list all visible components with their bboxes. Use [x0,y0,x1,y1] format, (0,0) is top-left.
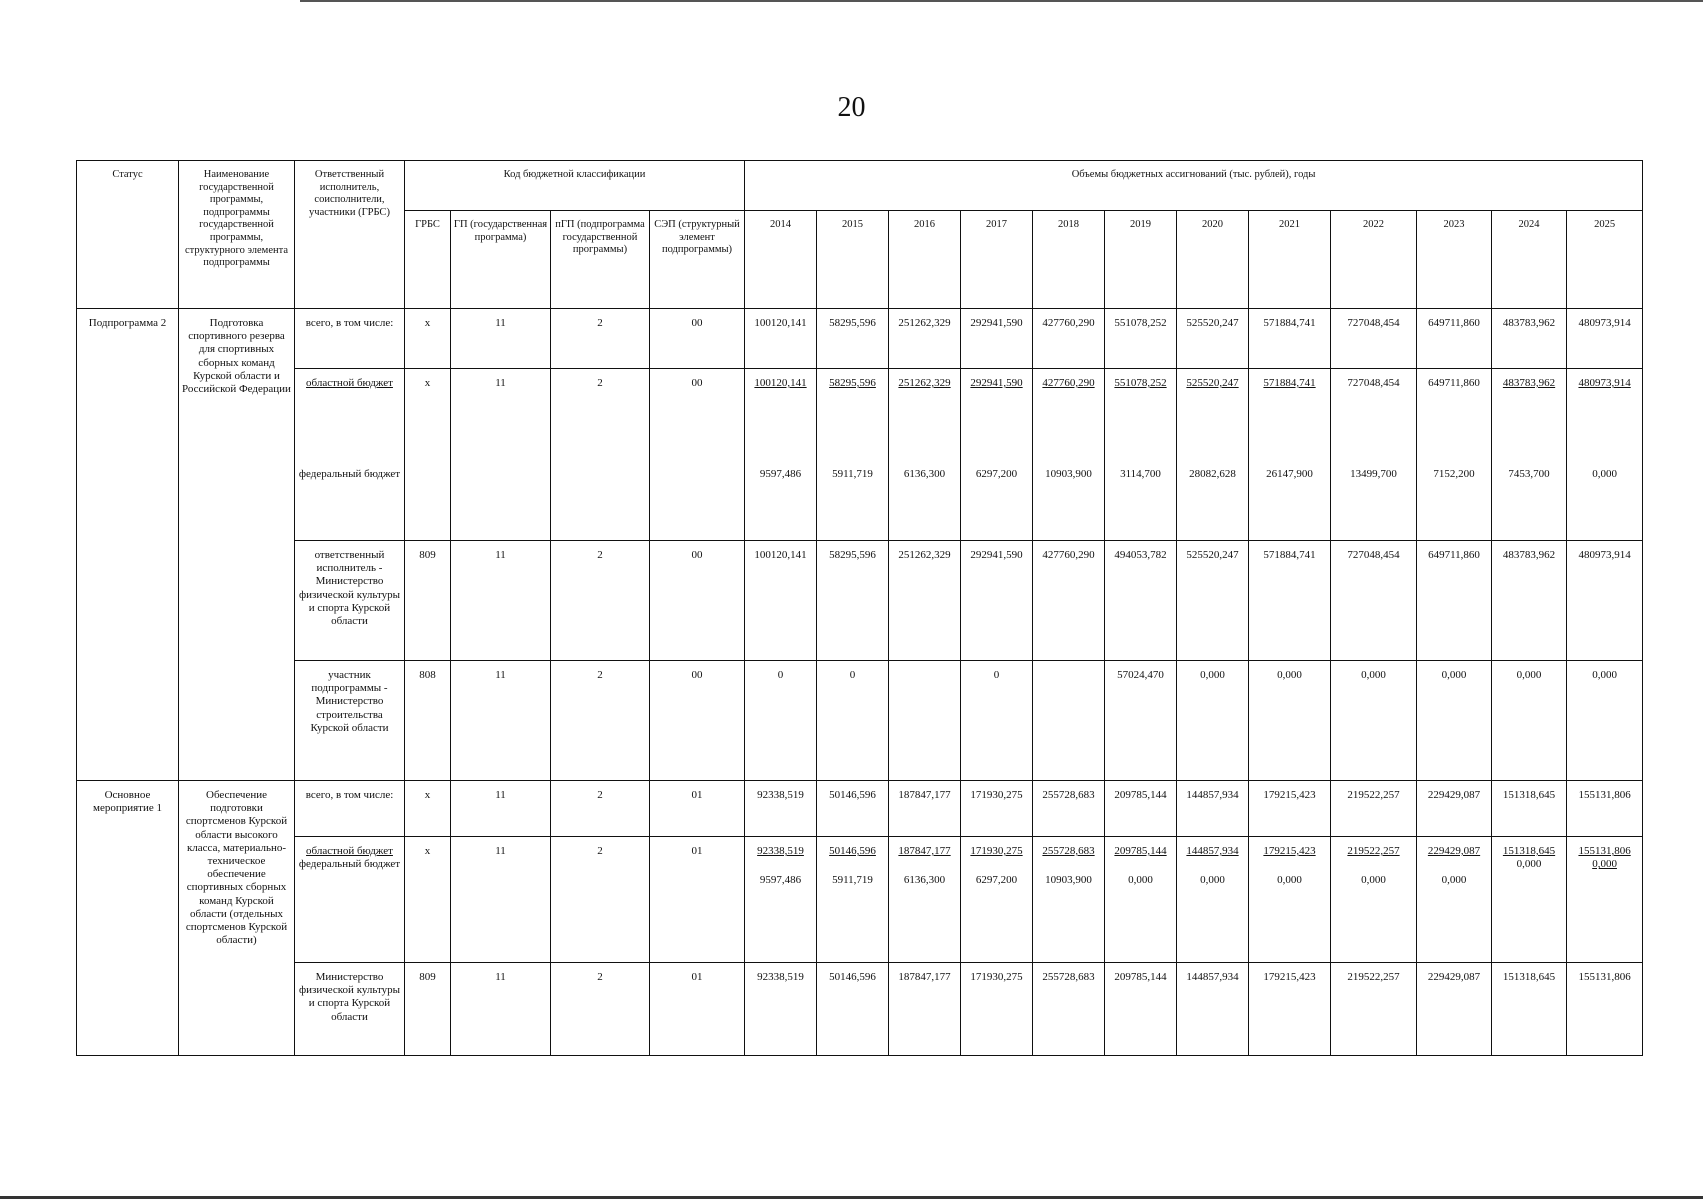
header-code-group: Код бюджетной классификации [405,161,745,211]
federal-value: 0,000 [1516,858,1542,871]
value-cell: 155131,806 [1567,781,1643,837]
value-cell [1567,369,1643,541]
regional-value: 292941,590 [970,377,1023,389]
value-cell: 0,000 [1177,661,1249,781]
value-cell [817,837,889,963]
value-cell: 144857,934 [1177,963,1249,1056]
federal-value: 6297,200 [975,468,1018,481]
regional-value: 480973,914 [1578,377,1631,389]
value-cell: 0,000 [1249,661,1331,781]
table-row [77,963,1643,1056]
row-pgp: 2 [551,309,650,369]
header-year: 2014 [745,211,817,309]
value-cell: 480973,914 [1567,309,1643,369]
header-name: Наименование государственной программы, подпрограммы государственной программы, структурного элемента подпрограммы [179,161,295,309]
row-sep: 00 [650,369,745,541]
row-sep: 00 [650,661,745,781]
table-row [77,781,1643,837]
value-cell [1567,837,1643,963]
federal-value: 13499,700 [1350,468,1397,481]
row-grbs: 809 [405,963,451,1056]
value-cell: 255728,683 [1033,963,1105,1056]
value-cell [1105,837,1177,963]
table-row [77,369,1643,541]
value-cell: 92338,519 [745,781,817,837]
row-responsible: участник подпрограммы - Министерство строительства Курской области [295,661,405,781]
section-status: Основное мероприятие 1 [77,781,179,1056]
regional-value: 151318,645 [1502,845,1556,857]
header-year: 2021 [1249,211,1331,309]
regional-budget-label: областной бюджет [306,845,393,857]
federal-value: 0,000 [1361,874,1386,887]
header-sep: СЭП (структурный элемент подпрограммы) [650,211,745,309]
regional-value: 483783,962 [1502,377,1556,389]
row-sep: 00 [650,541,745,661]
table-row [77,661,1643,781]
value-cell: 494053,782 [1105,541,1177,661]
value-cell: 251262,329 [889,541,961,661]
section-main-activity-1 [77,781,1643,1056]
row-responsible [295,837,405,963]
federal-value: 0,000 [1277,874,1302,887]
section-subprogram-2 [77,309,1643,781]
regional-value: 155131,806 [1578,845,1631,857]
value-cell: 151318,645 [1492,781,1567,837]
value-cell: 649711,860 [1417,541,1492,661]
value-cell: 727048,454 [1331,309,1417,369]
value-cell: 58295,596 [817,309,889,369]
regional-value: 92338,519 [757,845,804,857]
federal-budget-label: федеральный бюджет [298,468,401,481]
value-cell: 480973,914 [1567,541,1643,661]
row-gp: 11 [451,963,551,1056]
regional-value: 219522,257 [1347,845,1400,857]
value-cell [1033,837,1105,963]
value-cell: 0 [961,661,1033,781]
header-year: 2018 [1033,211,1105,309]
value-cell: 171930,275 [961,963,1033,1056]
header-year: 2020 [1177,211,1249,309]
row-responsible: Министерство физической культуры и спорта Курской области [295,963,405,1056]
value-cell: 179215,423 [1249,963,1331,1056]
value-cell: 100120,141 [745,541,817,661]
value-cell: 219522,257 [1331,963,1417,1056]
header-year: 2019 [1105,211,1177,309]
value-cell: 58295,596 [817,541,889,661]
row-pgp: 2 [551,541,650,661]
value-cell: 92338,519 [745,963,817,1056]
value-cell: 187847,177 [889,781,961,837]
value-cell: 219522,257 [1331,781,1417,837]
regional-value: 427760,290 [1042,377,1095,389]
regional-value: 50146,596 [829,845,876,857]
row-pgp: 2 [551,837,650,963]
regional-value: 551078,252 [1114,377,1167,389]
value-cell [1417,837,1492,963]
value-cell: 525520,247 [1177,541,1249,661]
value-cell: 525520,247 [1177,309,1249,369]
table-row [77,837,1643,963]
federal-value: 3114,700 [1120,468,1161,481]
row-responsible: всего, в том числе: [295,781,405,837]
value-cell: 100120,141 [745,309,817,369]
row-sep: 01 [650,837,745,963]
value-cell [745,369,817,541]
top-edge-line [300,0,1703,2]
header-pgp: пГП (подпрограмма государственной программы) [551,211,650,309]
regional-value: 179215,423 [1263,845,1316,857]
value-cell: 0,000 [1417,661,1492,781]
row-sep: 01 [650,963,745,1056]
row-pgp: 2 [551,661,650,781]
value-cell: 483783,962 [1492,309,1567,369]
header-year: 2022 [1331,211,1417,309]
federal-value: 7453,700 [1508,468,1550,481]
value-cell [889,369,961,541]
row-grbs: x [405,781,451,837]
value-cell [1331,837,1417,963]
federal-value: 10903,900 [1045,874,1092,887]
value-cell: 427760,290 [1033,541,1105,661]
regional-value: 571884,741 [1263,377,1316,389]
row-gp: 11 [451,541,551,661]
header-year: 2025 [1567,211,1643,309]
value-cell [1492,837,1567,963]
row-gp: 11 [451,661,551,781]
value-cell: 292941,590 [961,541,1033,661]
row-grbs: x [405,309,451,369]
federal-value: 7152,200 [1433,468,1475,481]
value-cell: 427760,290 [1033,309,1105,369]
federal-value: 9597,486 [759,468,802,481]
federal-value: 9597,486 [759,874,802,887]
value-cell: 649711,860 [1417,309,1492,369]
value-cell [1331,369,1417,541]
value-cell [1417,369,1492,541]
value-cell: 727048,454 [1331,541,1417,661]
value-cell [1033,661,1105,781]
value-cell [961,369,1033,541]
header-gp: ГП (государственная программа) [451,211,551,309]
value-cell: 229429,087 [1417,781,1492,837]
regional-value: 209785,144 [1114,845,1167,857]
value-cell [1177,369,1249,541]
row-grbs: 809 [405,541,451,661]
regional-value: 229429,087 [1427,845,1481,857]
value-cell: 0 [817,661,889,781]
value-cell: 0,000 [1567,661,1643,781]
value-cell [1177,837,1249,963]
row-sep: 01 [650,781,745,837]
section-name: Подготовка спортивного резерва для спортивных сборных команд Курской области и Российской Федерации [179,309,295,781]
federal-value: 6297,200 [975,874,1018,887]
federal-value: 5911,719 [832,468,873,481]
row-pgp: 2 [551,781,650,837]
budget-table [76,160,1643,1056]
header-year: 2016 [889,211,961,309]
regional-value: 144857,934 [1186,845,1239,857]
row-gp: 11 [451,309,551,369]
federal-value: 26147,900 [1266,468,1313,481]
federal-value: 0,000 [1441,874,1467,887]
value-cell: 251262,329 [889,309,961,369]
value-cell: 155131,806 [1567,963,1643,1056]
row-responsible [295,369,405,541]
regional-value: 727048,454 [1347,377,1400,389]
row-sep: 00 [650,309,745,369]
value-cell: 292941,590 [961,309,1033,369]
value-cell: 229429,087 [1417,963,1492,1056]
value-cell: 551078,252 [1105,309,1177,369]
header-year: 2024 [1492,211,1567,309]
federal-value: 10903,900 [1045,468,1092,481]
row-gp: 11 [451,837,551,963]
value-cell: 57024,470 [1105,661,1177,781]
value-cell [1249,369,1331,541]
row-responsible: всего, в том числе: [295,309,405,369]
row-gp: 11 [451,781,551,837]
federal-value: 0,000 [1592,858,1617,871]
header-status: Статус [77,161,179,309]
value-cell: 171930,275 [961,781,1033,837]
federal-value: 0,000 [1200,874,1225,887]
federal-value: 0,000 [1592,468,1617,481]
bottom-edge-line [0,1196,1703,1199]
value-cell: 0,000 [1492,661,1567,781]
row-pgp: 2 [551,369,650,541]
row-grbs: 808 [405,661,451,781]
regional-budget-label: областной бюджет [306,377,393,389]
value-cell: 571884,741 [1249,541,1331,661]
regional-value: 649711,860 [1428,377,1480,389]
value-cell: 50146,596 [817,963,889,1056]
page-number: 20 [837,92,866,123]
federal-value: 0,000 [1128,874,1153,887]
value-cell [889,661,961,781]
value-cell [1492,369,1567,541]
value-cell: 571884,741 [1249,309,1331,369]
federal-value: 28082,628 [1189,468,1236,481]
row-grbs: x [405,837,451,963]
value-cell: 151318,645 [1492,963,1567,1056]
value-cell: 144857,934 [1177,781,1249,837]
table-row [77,541,1643,661]
value-cell: 0,000 [1331,661,1417,781]
regional-value: 525520,247 [1186,377,1239,389]
value-cell [745,837,817,963]
regional-value: 255728,683 [1042,845,1095,857]
regional-value: 171930,275 [970,845,1023,857]
row-gp: 11 [451,369,551,541]
value-cell [1033,369,1105,541]
value-cell: 209785,144 [1105,781,1177,837]
value-cell: 483783,962 [1492,541,1567,661]
row-pgp: 2 [551,963,650,1056]
value-cell [1105,369,1177,541]
regional-value: 251262,329 [898,377,951,389]
header-volumes-group: Объемы бюджетных ассигнований (тыс. рублей), годы [745,161,1643,211]
header-year: 2017 [961,211,1033,309]
value-cell: 179215,423 [1249,781,1331,837]
value-cell: 255728,683 [1033,781,1105,837]
header-year: 2015 [817,211,889,309]
federal-value: 6136,300 [903,874,946,887]
header-responsible: Ответственный исполнитель, соисполнители, участники (ГРБС) [295,161,405,309]
section-status: Подпрограмма 2 [77,309,179,781]
value-cell: 0 [745,661,817,781]
federal-value: 6136,300 [903,468,946,481]
federal-value: 5911,719 [832,874,873,887]
value-cell: 50146,596 [817,781,889,837]
header-grbs: ГРБС [405,211,451,309]
section-name: Обеспечение подготовки спортсменов Курской области высокого класса, материально-техническое обеспечение спортивных сборных команд Курской области (отдельных спортсменов Курской области) [179,781,295,1056]
value-cell: 209785,144 [1105,963,1177,1056]
value-cell: 187847,177 [889,963,961,1056]
regional-value: 58295,596 [829,377,876,389]
header-year: 2023 [1417,211,1492,309]
value-cell [961,837,1033,963]
value-cell [817,369,889,541]
regional-value: 100120,141 [754,377,807,389]
regional-value: 187847,177 [898,845,951,857]
federal-budget-label: федеральный бюджет [298,858,401,871]
value-cell [1249,837,1331,963]
row-responsible: ответственный исполнитель - Министерство физической культуры и спорта Курской области [295,541,405,661]
table-row [77,309,1643,369]
row-grbs: x [405,369,451,541]
value-cell [889,837,961,963]
